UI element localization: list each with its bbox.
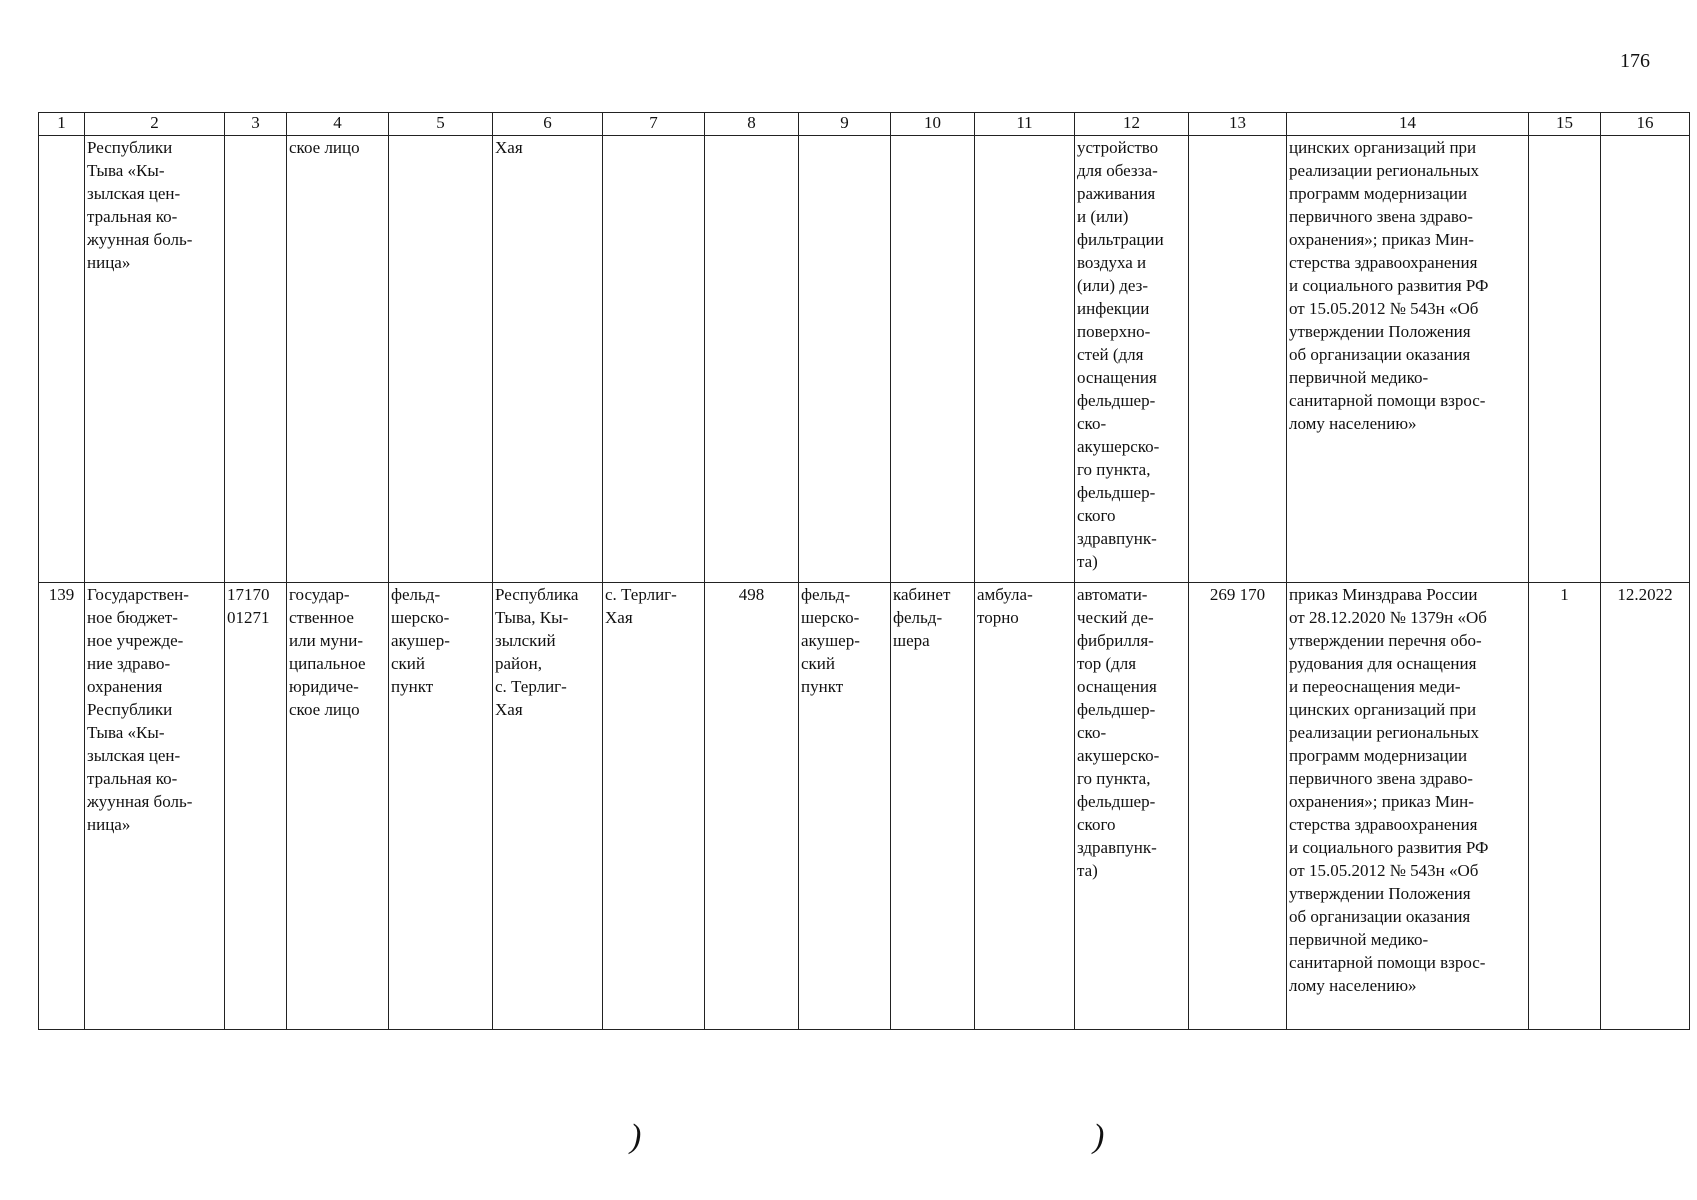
column-header: 3 (225, 113, 287, 136)
settlement-cell: с. Терлиг- Хая (603, 583, 705, 1030)
column-header: 5 (389, 113, 493, 136)
cost-cell: 269 170 (1189, 583, 1287, 1030)
settlement-cell (603, 136, 705, 583)
unit-type-cell (799, 136, 891, 583)
column-header: 8 (705, 113, 799, 136)
legal-basis-cell: приказ Минздрава России от 28.12.2020 № 1379н «Об утверждении перечня обо- рудования для оснащения и переоснащения меди- цинских организаций при реализации региональных программ модернизации первичного звена здраво- охранения»; приказ Мин- стерства здравоохранения и социального развития РФ от 15.05.2012 № 543н «Об утверждении Положения об организации оказания первичной медико- санитарной помощи взрос- лому населению» (1287, 583, 1529, 1030)
table-row (39, 583, 1690, 1030)
organization-name-cell: Республики Тыва «Кы- зылская цен- тральная ко- жуунная боль- ница» (85, 136, 225, 583)
quantity-cell: 1 (1529, 583, 1601, 1030)
column-header: 9 (799, 113, 891, 136)
deadline-cell (1601, 136, 1690, 583)
quantity-cell (1529, 136, 1601, 583)
column-header: 14 (1287, 113, 1529, 136)
row-number-cell (39, 136, 85, 583)
equipment-cell: устройство для обезза- раживания и (или) фильтрации воздуха и (или) дез- инфекции поверхно- стей (для оснащения фельдшер- ско- акушерско- го пункта, фельдшер- ского здравпунк- та) (1075, 136, 1189, 583)
column-header: 12 (1075, 113, 1189, 136)
facility-type-cell: фельд- шерско- акушер- ский пункт (389, 583, 493, 1030)
column-header: 11 (975, 113, 1075, 136)
population-cell (705, 136, 799, 583)
care-condition-cell: амбула- торно (975, 583, 1075, 1030)
unit-type-cell: фельд- шерско- акушер- ский пункт (799, 583, 891, 1030)
population-cell: 498 (705, 583, 799, 1030)
row-number-cell: 139 (39, 583, 85, 1030)
column-header: 15 (1529, 113, 1601, 136)
room-cell (891, 136, 975, 583)
column-header: 16 (1601, 113, 1690, 136)
legal-basis-cell: цинских организаций при реализации региональных программ модернизации первичного звена здраво- охранения»; приказ Мин- стерства здравоохранения и социального развития РФ от 15.05.2012 № 543н «Об утверждении Положения об организации оказания первичной медико- санитарной помощи взрос- лому населению» (1287, 136, 1529, 583)
bottom-mark-right: ) (1093, 1118, 1105, 1155)
code-cell: 17170 01271 (225, 583, 287, 1030)
organization-name-cell: Государствен- ное бюджет- ное учрежде- ние здраво- охранения Республики Тыва «Кы- зылская цен- тральная ко- жуунная боль- ница» (85, 583, 225, 1030)
column-header: 2 (85, 113, 225, 136)
table-row (39, 136, 1690, 583)
address-cell: Хая (493, 136, 603, 583)
legal-form-cell: государ- ственное или муни- ципальное юридиче- ское лицо (287, 583, 389, 1030)
code-cell (225, 136, 287, 583)
column-header: 1 (39, 113, 85, 136)
facility-type-cell (389, 136, 493, 583)
equipment-cell: автомати- ческий де- фибрилля- тор (для оснащения фельдшер- ско- акушерско- го пункта, фельдшер- ского здравпунк- та) (1075, 583, 1189, 1030)
column-header: 7 (603, 113, 705, 136)
room-cell: кабинет фельд- шера (891, 583, 975, 1030)
column-header: 6 (493, 113, 603, 136)
column-header: 10 (891, 113, 975, 136)
column-number-row (39, 113, 1690, 136)
column-header: 4 (287, 113, 389, 136)
care-condition-cell (975, 136, 1075, 583)
page-number: 176 (1620, 50, 1650, 72)
legal-form-cell: ское лицо (287, 136, 389, 583)
column-header: 13 (1189, 113, 1287, 136)
register-table (38, 112, 1690, 1030)
deadline-cell: 12.2022 (1601, 583, 1690, 1030)
cost-cell (1189, 136, 1287, 583)
bottom-mark-left: ) (630, 1118, 642, 1155)
address-cell: Республика Тыва, Кы- зылский район, с. Терлиг- Хая (493, 583, 603, 1030)
